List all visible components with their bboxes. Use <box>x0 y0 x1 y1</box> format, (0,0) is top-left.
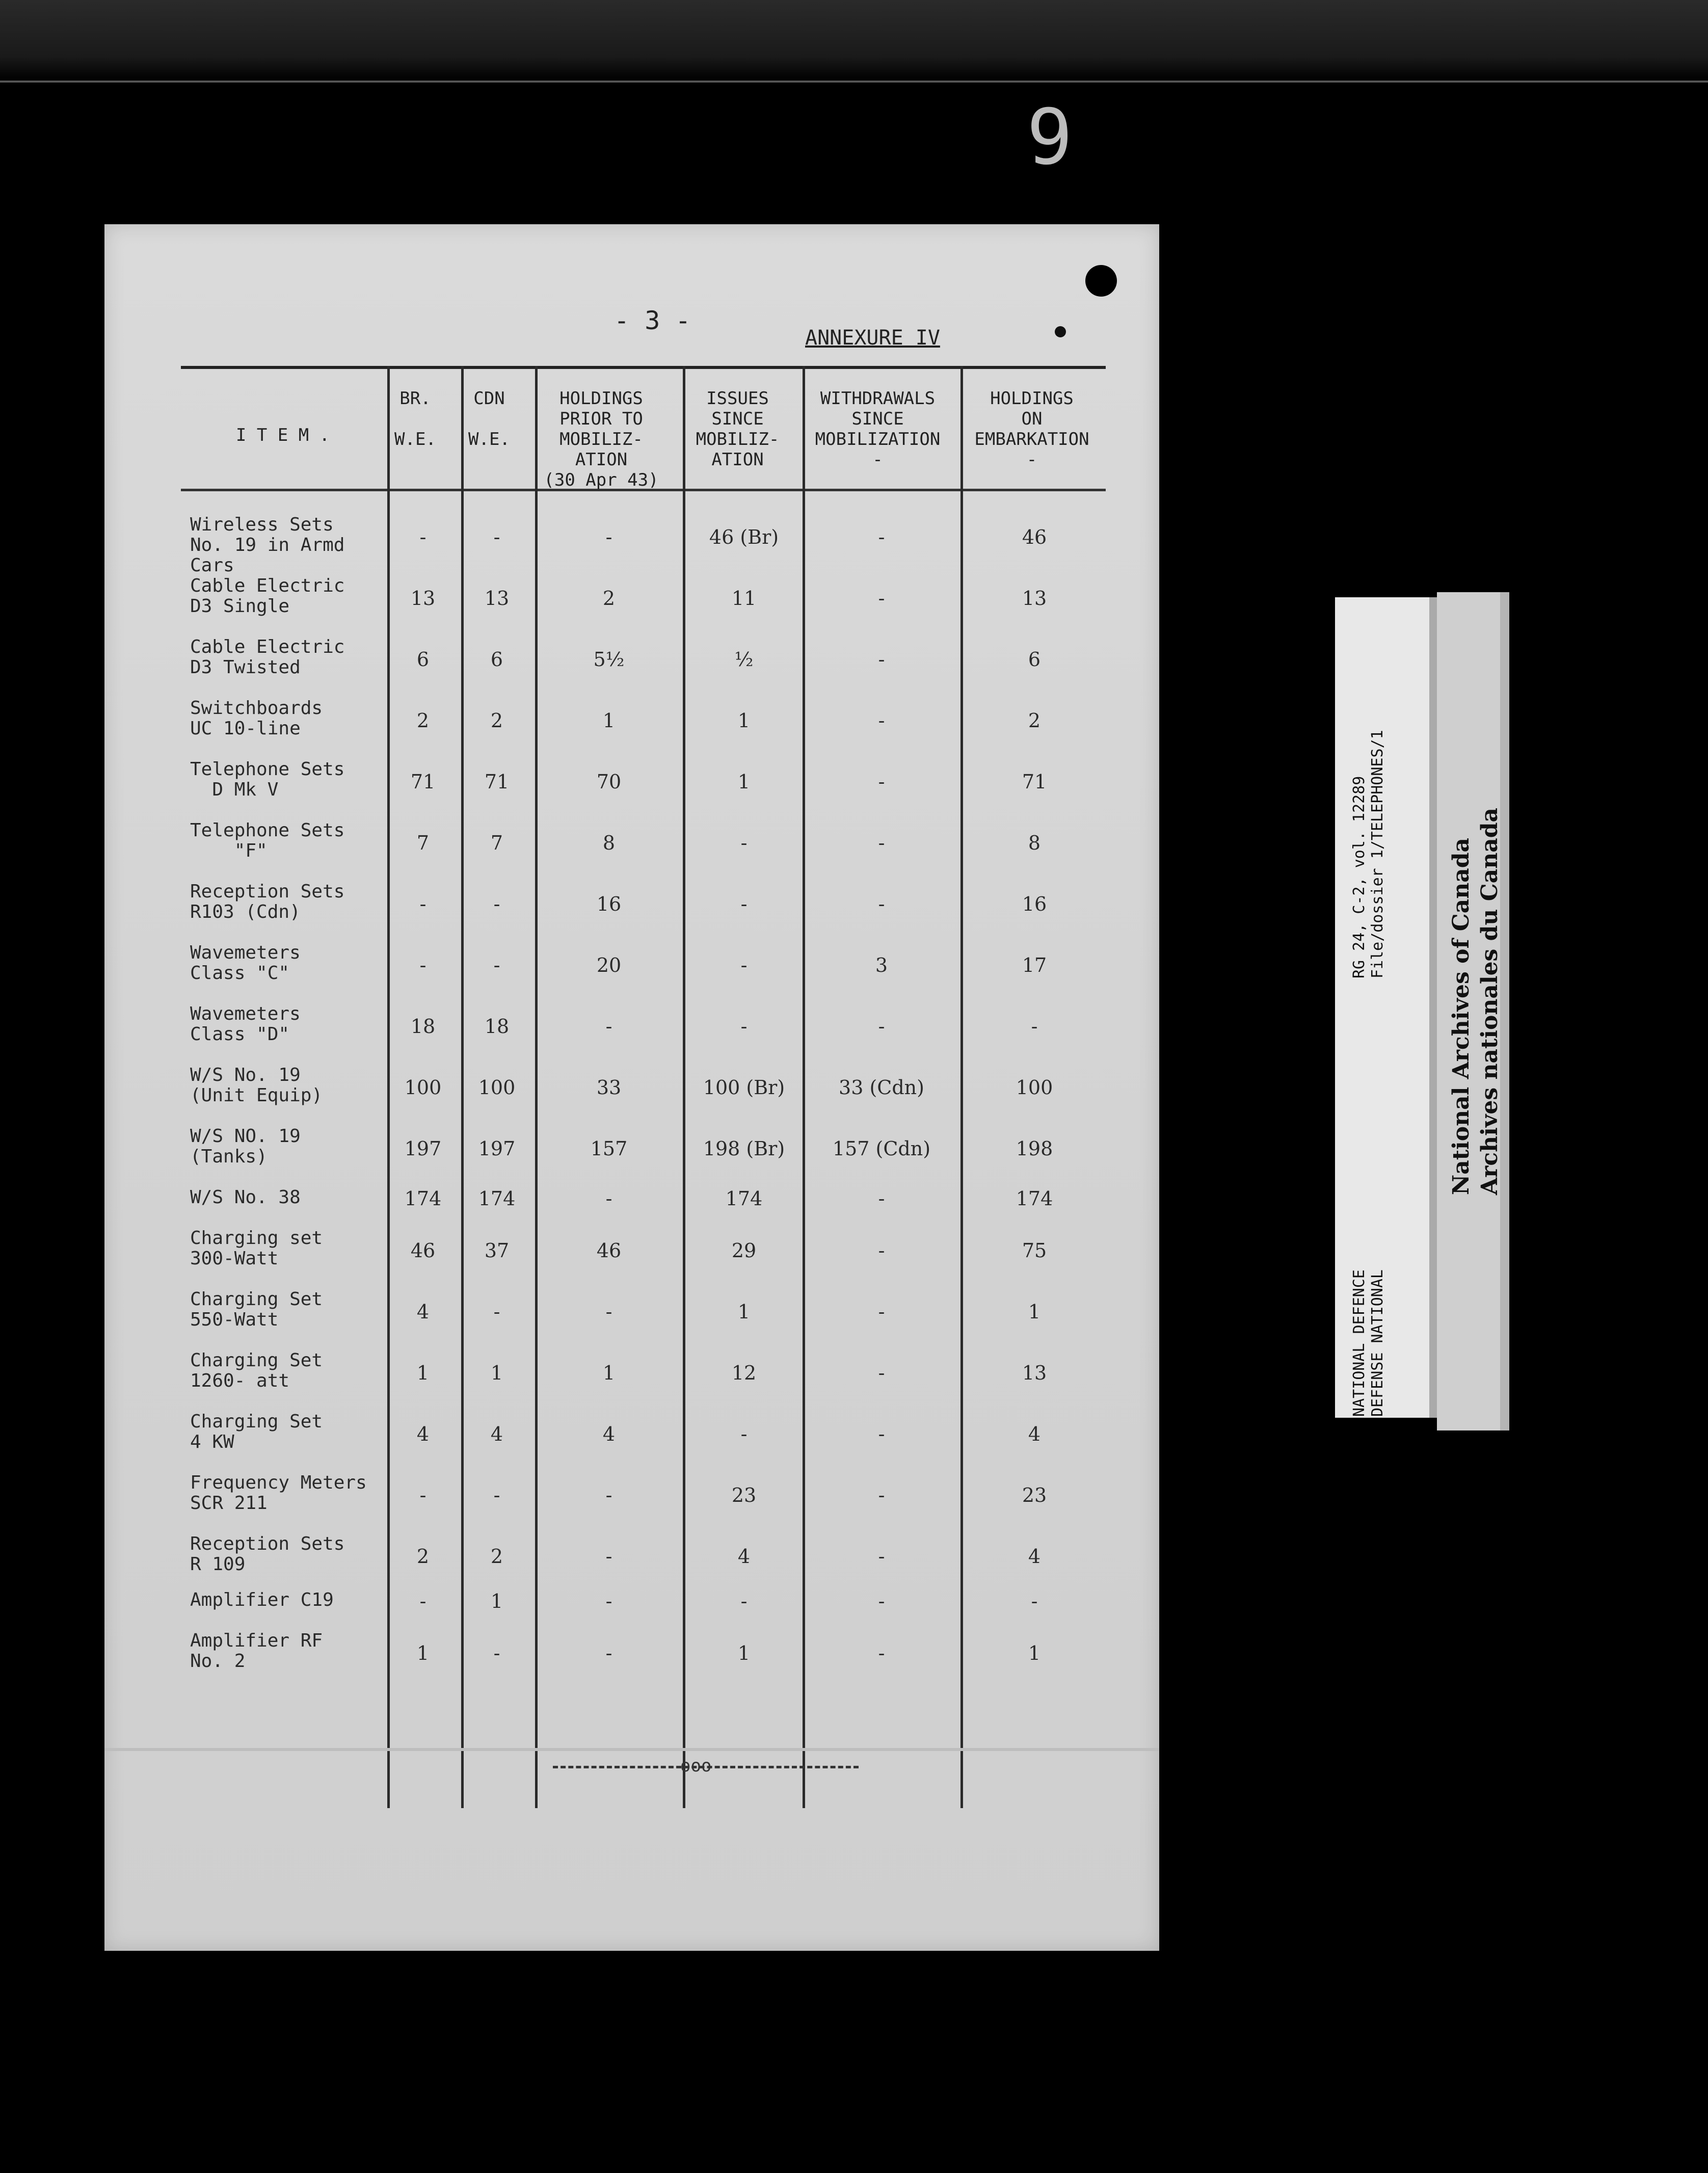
cell-issues: 198 (Br) <box>703 1137 785 1160</box>
cell-issues: - <box>740 1015 748 1038</box>
header-holdings-embarkation: HOLDINGS ON EMBARKATION - <box>974 388 1089 470</box>
cell-prior: 16 <box>596 893 622 915</box>
item-name: Wireless Sets No. 19 in Armd Cars <box>190 514 345 576</box>
cell-cdn: 2 <box>490 709 503 732</box>
cell-withdrawals: - <box>878 1362 885 1384</box>
cell-withdrawals: - <box>878 587 885 610</box>
item-name: Reception Sets R 109 <box>190 1533 345 1575</box>
cell-embark: - <box>1031 1590 1038 1612</box>
cell-embark: 1 <box>1028 1301 1041 1323</box>
table-row <box>181 1534 1106 1585</box>
cell-cdn: 1 <box>490 1362 503 1384</box>
cell-cdn: 18 <box>484 1015 510 1038</box>
cell-cdn: 37 <box>484 1239 510 1262</box>
cell-issues: 12 <box>731 1362 757 1384</box>
cell-embark: 75 <box>1022 1239 1047 1262</box>
cell-withdrawals: - <box>878 1642 885 1664</box>
cell-br: - <box>419 1484 426 1506</box>
item-name: W/S No. 19 (Unit Equip) <box>190 1065 323 1106</box>
item-name: Amplifier C19 <box>190 1589 334 1610</box>
cell-br: 4 <box>416 1301 430 1323</box>
cell-br: 2 <box>416 1545 430 1568</box>
cell-embark: 16 <box>1022 893 1047 915</box>
cell-embark: 100 <box>1016 1076 1053 1099</box>
cell-issues: 1 <box>737 1642 751 1664</box>
cell-issues: 100 (Br) <box>703 1076 785 1099</box>
item-name: Charging Set 550-Watt <box>190 1289 323 1330</box>
cell-issues: - <box>740 1590 748 1612</box>
cell-embark: 4 <box>1028 1545 1041 1568</box>
cell-prior: 157 <box>590 1137 628 1160</box>
table-row <box>181 1126 1106 1177</box>
table-row <box>181 1631 1106 1682</box>
cell-br: - <box>419 893 426 915</box>
cell-embark: 13 <box>1022 587 1047 610</box>
cell-prior: 5½ <box>593 648 625 671</box>
cell-br: 13 <box>410 587 436 610</box>
cell-withdrawals: - <box>878 893 885 915</box>
cell-prior: 1 <box>602 1362 616 1384</box>
cell-prior: - <box>605 1187 612 1210</box>
annex-title: ANNEXURE IV <box>805 326 940 350</box>
item-name: Cable Electric D3 Twisted <box>190 637 345 678</box>
cell-withdrawals: - <box>878 1423 885 1445</box>
cell-withdrawals: - <box>878 771 885 793</box>
cell-prior: - <box>605 1545 612 1568</box>
reference-text: RG 24, C-2, vol. 12289 File/dossier 1/TELEPHONES/1 <box>1350 730 1386 978</box>
cell-embark: 198 <box>1016 1137 1053 1160</box>
table-header <box>181 366 1106 491</box>
cell-cdn: 100 <box>478 1076 516 1099</box>
cell-br: 46 <box>410 1239 436 1262</box>
table-row <box>181 698 1106 749</box>
cell-issues: 4 <box>737 1545 751 1568</box>
cell-cdn: - <box>493 1301 500 1323</box>
cell-cdn: - <box>493 526 500 548</box>
cell-cdn: - <box>493 1642 500 1664</box>
cell-cdn: 6 <box>490 648 503 671</box>
header-item: I T E M . <box>235 425 330 445</box>
table-row <box>181 1350 1106 1401</box>
cell-cdn: 4 <box>490 1423 503 1445</box>
table-row <box>181 882 1106 933</box>
item-name: Charging Set 1260- att <box>190 1350 323 1391</box>
cell-prior: 2 <box>602 587 616 610</box>
frame-number: 9 <box>1026 93 1073 182</box>
cell-withdrawals: - <box>878 1187 885 1210</box>
header-row <box>181 369 1106 491</box>
item-name: Charging set 300-Watt <box>190 1228 323 1269</box>
table-row <box>181 1065 1106 1116</box>
cell-prior: 46 <box>596 1239 622 1262</box>
cell-issues: 29 <box>731 1239 757 1262</box>
end-mark: ooo <box>680 1756 712 1776</box>
cell-withdrawals: - <box>878 709 885 732</box>
cell-cdn: 7 <box>490 832 503 854</box>
header-holdings-prior: HOLDINGS PRIOR TO MOBILIZ- ATION (30 Apr 43) <box>544 388 659 490</box>
cell-cdn: - <box>493 954 500 976</box>
cell-cdn: - <box>493 893 500 915</box>
cell-prior: 20 <box>596 954 622 976</box>
cell-issues: 1 <box>737 771 751 793</box>
cell-cdn: 1 <box>490 1590 503 1612</box>
cell-br: 4 <box>416 1423 430 1445</box>
cell-embark: 23 <box>1022 1484 1047 1506</box>
cell-issues: 11 <box>731 587 757 610</box>
header-withdrawals: WITHDRAWALS SINCE MOBILIZATION - <box>815 388 941 470</box>
cell-withdrawals: 157 (Cdn) <box>832 1137 931 1160</box>
table-row <box>181 637 1106 688</box>
cell-embark: 4 <box>1028 1423 1041 1445</box>
cell-embark: 8 <box>1028 832 1041 854</box>
cell-prior: 70 <box>596 771 622 793</box>
item-name: Wavemeters Class "C" <box>190 942 301 984</box>
item-name: Reception Sets R103 (Cdn) <box>190 881 345 922</box>
table-row <box>181 1412 1106 1463</box>
header-cdn: CDN W.E. <box>468 388 510 449</box>
cell-embark: 46 <box>1022 526 1047 548</box>
table-row <box>181 943 1106 994</box>
table-row <box>181 514 1106 576</box>
table-row <box>181 1228 1106 1279</box>
item-name: W/S NO. 19 (Tanks) <box>190 1126 301 1167</box>
cell-withdrawals: - <box>878 1484 885 1506</box>
item-name: Cable Electric D3 Single <box>190 575 345 617</box>
ink-dot <box>1055 326 1066 337</box>
cell-issues: 46 (Br) <box>709 526 779 548</box>
item-name: Telephone Sets "F" <box>190 820 345 861</box>
cell-prior: - <box>605 526 612 548</box>
cell-prior: 1 <box>602 709 616 732</box>
cell-cdn: - <box>493 1484 500 1506</box>
cell-withdrawals: - <box>878 832 885 854</box>
cell-withdrawals: - <box>878 526 885 548</box>
table-row <box>181 759 1106 810</box>
cell-withdrawals: 3 <box>875 954 888 976</box>
cell-br: 18 <box>410 1015 436 1038</box>
cell-br: - <box>419 954 426 976</box>
cell-issues: 1 <box>737 1301 751 1323</box>
cell-cdn: 174 <box>478 1187 516 1210</box>
cell-br: 1 <box>416 1642 430 1664</box>
table-row <box>181 576 1106 627</box>
table-row <box>181 1004 1106 1055</box>
cell-prior: - <box>605 1301 612 1323</box>
punch-hole <box>1085 265 1117 297</box>
header-br: BR. W.E. <box>394 388 436 449</box>
header-issues: ISSUES SINCE MOBILIZ- ATION <box>696 388 780 470</box>
cell-withdrawals: - <box>878 1301 885 1323</box>
cell-embark: 71 <box>1022 771 1047 793</box>
page-number: - 3 - <box>614 306 691 335</box>
cell-withdrawals: - <box>878 1590 885 1612</box>
cell-issues: 174 <box>725 1187 763 1210</box>
cell-prior: 8 <box>602 832 616 854</box>
item-name: Wavemeters Class "D" <box>190 1003 301 1045</box>
cell-cdn: 2 <box>490 1545 503 1568</box>
cell-prior: 33 <box>596 1076 622 1099</box>
cell-issues: - <box>740 954 748 976</box>
cell-prior: - <box>605 1642 612 1664</box>
cell-prior: - <box>605 1015 612 1038</box>
cell-cdn: 13 <box>484 587 510 610</box>
cell-withdrawals: - <box>878 648 885 671</box>
cell-prior: - <box>605 1484 612 1506</box>
table-row <box>181 820 1106 871</box>
item-name: W/S No. 38 <box>190 1187 301 1208</box>
department-text: NATIONAL DEFENCE DEFENSE NATIONAL <box>1350 1269 1386 1417</box>
cell-issues: - <box>740 1423 748 1445</box>
cell-issues: 1 <box>737 709 751 732</box>
cell-cdn: 71 <box>484 771 510 793</box>
cell-br: 6 <box>416 648 430 671</box>
cell-br: 7 <box>416 832 430 854</box>
document-page <box>104 224 1159 1951</box>
cell-br: 174 <box>404 1187 442 1210</box>
cell-prior: - <box>605 1590 612 1612</box>
cell-br: 197 <box>404 1137 442 1160</box>
cell-br: - <box>419 526 426 548</box>
cell-br: 71 <box>410 771 436 793</box>
cell-embark: 6 <box>1028 648 1041 671</box>
table-row <box>181 1289 1106 1340</box>
cell-prior: 4 <box>602 1423 616 1445</box>
cell-issues: ½ <box>734 648 754 671</box>
cell-withdrawals: - <box>878 1545 885 1568</box>
cell-embark: 2 <box>1028 709 1041 732</box>
cell-embark: 17 <box>1022 954 1047 976</box>
cell-br: - <box>419 1590 426 1612</box>
table-row <box>181 1473 1106 1524</box>
cell-br: 2 <box>416 709 430 732</box>
cell-issues: - <box>740 893 748 915</box>
cell-embark: 13 <box>1022 1362 1047 1384</box>
item-name: Frequency Meters SCR 211 <box>190 1472 367 1514</box>
archives-name-text: National Archives of Canada Archives nationales du Canada <box>1448 807 1503 1195</box>
microfilm-top-band <box>0 0 1708 83</box>
cell-withdrawals: - <box>878 1239 885 1262</box>
cell-cdn: 197 <box>478 1137 516 1160</box>
cell-br: 100 <box>404 1076 442 1099</box>
cell-embark: 174 <box>1016 1187 1053 1210</box>
cell-embark: - <box>1031 1015 1038 1038</box>
item-name: Amplifier RF No. 2 <box>190 1630 323 1672</box>
cell-withdrawals: 33 (Cdn) <box>839 1076 924 1099</box>
item-name: Telephone Sets D Mk V <box>190 759 345 800</box>
cell-issues: 23 <box>731 1484 757 1506</box>
cell-issues: - <box>740 832 748 854</box>
item-name: Switchboards UC 10-line <box>190 698 323 739</box>
cell-withdrawals: - <box>878 1015 885 1038</box>
cell-embark: 1 <box>1028 1642 1041 1664</box>
cell-br: 1 <box>416 1362 430 1384</box>
item-name: Charging Set 4 KW <box>190 1411 323 1452</box>
